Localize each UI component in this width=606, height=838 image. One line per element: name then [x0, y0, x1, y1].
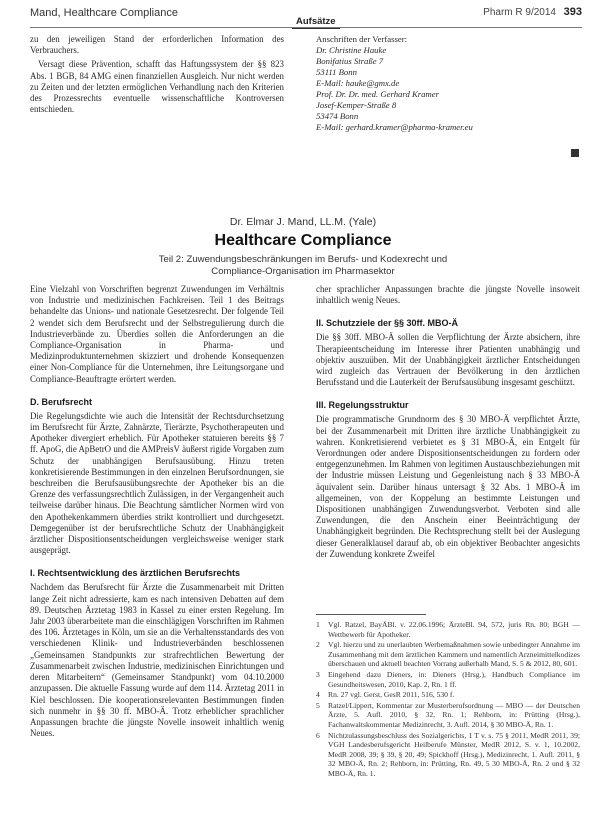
address-line: 53474 Bonn [316, 111, 359, 121]
paragraph: Die Regelungsdichte wie auch die Intensität der Rechtsdurchsetzung im Berufsrecht für Ärzte, Zahnärzte, Tierärzte, Psychotherapeuten und Apotheker divergiert erheblich. Für Apotheker statuieren bereits §§ 7 ff. ApoG, die ApBetrO und die AMPreisV äußerst rigide Vorgaben zum Schutz der unabhängigen Berufsausübung. Hinzu treten konkretisierende Bestimmungen in den einzelnen Berufsordnungen, sie beschreiben die Berufsausübungsrechte der Apotheker bis an die Grenze des verfassungsrechtlich Zulässigen, in der Vergangenheit auch teilweise darüber hinaus. Die Beachtung sämtlicher Normen wird von den Apothekenkammern überdies strikt kontrolliert und durchgesetzt. Demgegenüber ist der berufsrechtliche Schutz der Unabhängigkeit ärztlicher Dispositionsentscheidungen vergleichsweise weniger stark ausgeprägt. [30, 410, 284, 556]
footnote-number: 1 [316, 620, 320, 629]
page-number: 393 [563, 6, 582, 18]
paragraph: Versagt diese Prävention, schafft das Haftungssystem der §§ 823 Abs. 1 BGB, 84 AMG einen finanziellen Ausgleich. Nur nicht werden zu Zeiten und der letzten ermöglichen Verhandlung nach den Kriterien des Prozessrechts eventuelle wissenschaftliche Kontroversen entschieden. [30, 59, 284, 115]
footnote-number: 6 [316, 730, 320, 740]
footnote [316, 690, 580, 700]
footnote-text: Eingehend dazu Dieners, in: Dieners (Hrsg.), Handbuch Compliance im Gesundheitswesen, 2010, Kap. 2, Rn. 1 ff. [328, 669, 580, 689]
article-title-block [0, 216, 606, 278]
footnote-text: Vgl. Ratzel, BayÄBl. v. 22.06.1996; ÄrzteBl. 94, 572, juris Rn. 80; BGH — Wettbewerb für Apotheker. [328, 620, 580, 639]
address-line: 53111 Bonn [316, 67, 357, 77]
address-line: E-Mail: hauke@gmx.de [316, 78, 400, 88]
paragraph: cher sprachlicher Anpassungen brachte die jüngste Novelle insoweit inhaltlich wenig Neues. [316, 284, 580, 306]
page-header [30, 6, 582, 28]
issue-label: Pharm R 9/2014 [483, 7, 556, 18]
address-line: Prof. Dr. Dr. med. Gerhard Kramer [316, 89, 439, 99]
footnote [316, 731, 580, 779]
article-title: Healthcare Compliance [214, 232, 392, 249]
section-heading: II. Schutzziele der §§ 30ff. MBO-Ä [316, 318, 459, 329]
paragraph: Die programmatische Grundnorm des § 30 MBO-Ä verpflichtet Ärzte, bei der Zusammenarbeit mit Dritten ihre ärztliche Unabhängigkeit zu wahren. Konkretisierend verbietet es § 31 MBO-Ä, ein Entgelt für Verordnungen oder andere Dispositionsentscheidungen zu fordern oder entgegenzunehmen. Im Rahmen von legitimen Austauschbeziehungen mit der Industrie müssen Leistung und Gegenleistung nach § 33 MBO-Ä äquivalent sein. Darüber hinaus untersagt § 32 Abs. 1 MBO-Ä im allgemeinen, von der Koppelung an bestimmte Leistungen und Dispositionen unabhängigen Zuwendungsverbot. Verboten sind alle Zuwendungen, die den Anschein einer Beeinträchtigung der Unabhängigkeit begründen. Die Rechtsprechung stellt bei der Auslegung dieser Generalklausel darauf ab, ob ein objektiver Beobachter angesichts der Zuwendung konkrete Zweifel [316, 414, 580, 559]
section-heading: III. Regelungsstruktur [316, 400, 409, 411]
end-of-article-mark [571, 149, 579, 157]
footnote [316, 640, 580, 669]
footnote [316, 620, 580, 639]
address-line: Josef-Kemper-Straße 8 [316, 100, 397, 110]
address-line: Dr. Christine Hauke [316, 45, 387, 55]
footnote-rule [316, 614, 426, 615]
footnote [316, 670, 580, 689]
footnote-text: Rn. 27 vgl. Gerst, GesR 2011, 516, 530 f. [328, 690, 455, 700]
footnote-text: Vgl. hierzu und zu unerlaubten Werbemaßnahmen sowie unbedingter Annahme im Zusammenhang mit dem ärztlichen Kammern und namentlich Arzneimittelkodizes überschauen und aktuell beachten Vorrang außerhalb Mand, S. 5 & 2012, 80, 601. [328, 640, 580, 669]
footnote-text: Nichtzulassungsbeschluss des Sozialgerichts, 1 T v. s. 75 § 2011, MedR 2011, 39; VGH Landesberufsgericht Heilberufe Münster, MedR 2012, S. v. 1, 10.2002, MedR 2008, 39; § 39, § 20, 49; Spickhoff (Hrsg.), Medizinrecht, 1. Aufl. 2011, § 32 MBO-Ä, Rn. 2; Rehborn, in: Prütting, Rn. 49, 5 30 MBO-Ä, Rn. 2 und § 32 MBO-Ä, Rn. 1. [328, 730, 580, 778]
section-heading: D. Berufsrecht [30, 396, 93, 407]
footnote-number: 2 [316, 640, 320, 650]
footnote-number: 4 [316, 690, 320, 700]
article-author: Dr. Elmar J. Mand, LL.M. (Yale) [229, 216, 377, 228]
left-column [30, 284, 284, 739]
intro-paragraph: Eine Vielzahl von Vorschriften begrenzt Zuwendungen im Verhältnis von Industrie und medizinischen Fachkreisen. Teil 1 des Beitrags behandelte das Unions- und nationale Gesetzesrecht. Der folgende Teil 2 wendet sich dem Berufsrecht und der Selbstregulierung durch die Industrieverbände zu. Überdies sollen die Anforderungen an die Compliance-Organisation in Pharma- und Medizinproduktunternehmen skizziert und drohende Konsequenzen einer Non-Compliance für die Unternehmen, ihre Leitungsorgane und Compliance-Beauftragte erörtert werden. [30, 284, 284, 384]
top-left-block [30, 34, 284, 115]
footnotes [316, 620, 580, 780]
footnote-number: 3 [316, 669, 320, 679]
address-line: E-Mail: gerhard.kramer@pharma-kramer.eu [316, 122, 473, 132]
right-column [316, 284, 580, 560]
paragraph: Nachdem das Berufsrecht für Ärzte die Zusammenarbeit mit Dritten lange Zeit nicht adressierte, kam es nach intensiven Debatten auf dem 89. Deutschen Ärztetag 1983 in Kassel zu einer ersten Regelung. Im Jahr 2003 überarbeitete man die einschlägigen Vorschriften im Rahmen des 106. Ärztetages in Köln, um sie an die Verhaltensstandards des von verschiedenen Klinik- und Industrieverbänden beschlossenen „Gemeinsamen Standpunkts zur strafrechtlichen Bewertung der Zusammenarbeit zwischen Industrie, medizinischen Einrichtungen und deren Mitarbeitern“ (Gemeinsamer Standpunkt) vom 04.10.2000 anzupassen. Die aktuelle Fassung wurde auf dem 114. Ärztetag 2011 in Kiel beschlossen. Die kooperationsrelevanten Bestimmungen finden sich nunmehr in §§ 30 ff. MBO-Ä. Trotz erheblicher sprachlicher Anpassungen brachte die jüngste Novelle insoweit inhaltlich wenig Neues. [30, 582, 285, 739]
section-tab: Aufsätze [292, 16, 340, 29]
paragraph: zu den jeweiligen Stand der erforderlichen Information des Verbrauchers. [30, 34, 284, 56]
footnote-text: Ratzel/Lippert, Kommentar zur Musterberufsordnung — MBO — der Deutschen Ärzte, 5. Aufl. 2010, § 32, Rn. 1; Rehborn, in: Prütting (Hrsg.), Fachanwaltskommentar Medizinrecht, 3. Aufl. 2014, § 30 MBO-Ä, Rn. 1. [328, 700, 580, 729]
footnote-number: 5 [316, 700, 320, 710]
author-addresses [316, 34, 580, 133]
addresses-heading: Anschriften der Verfasser: [316, 34, 408, 44]
header-rule [30, 27, 582, 28]
footnote [316, 701, 580, 730]
address-line: Bonifatius Straße 7 [316, 56, 384, 66]
section-heading: I. Rechtsentwicklung des ärztlichen Berufsrechts [30, 568, 241, 579]
running-head: Mand, Healthcare Compliance [30, 7, 178, 19]
article-subtitle: Compliance-Organisation im Pharmasektor [211, 266, 395, 277]
paragraph: Die §§ 30ff. MBO-Ä sollen die Verpflichtung der Ärzte absichern, ihre Therapieentscheidung im Interesse ihrer Patienten unabhängig und objektiv auszuüben. Mit der Unabhängigkeit ärztlicher Entscheidungen wird zugleich das Vertrauen der Bevölkerung in den ärztlichen Berufsstand und die Lauterkeit der Berufsausübung insgesamt geschützt. [316, 332, 580, 388]
article-subtitle: Teil 2: Zuwendungsbeschränkungen im Berufs- und Kodexrecht und [158, 254, 448, 265]
